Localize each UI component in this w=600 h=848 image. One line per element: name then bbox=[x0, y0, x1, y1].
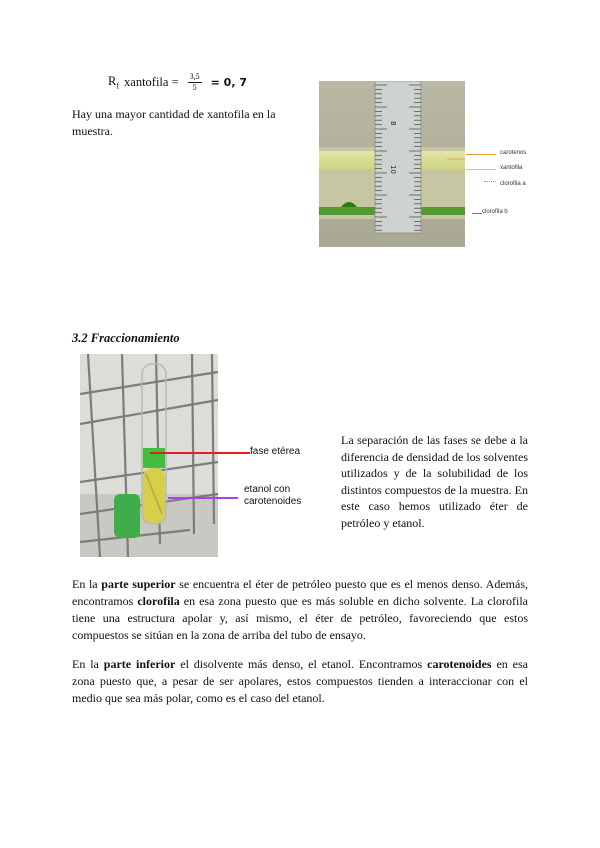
label-etanol-line2: carotenoides bbox=[244, 496, 302, 507]
formula-denominator: 5 bbox=[192, 83, 197, 92]
arrow-fase-eterea bbox=[150, 452, 250, 454]
paragraph-xantofila: Hay una mayor cantidad de xantofila en la muestra. bbox=[72, 107, 276, 138]
chromatography-photo bbox=[319, 81, 465, 247]
label-etanol-line1: etanol con bbox=[244, 484, 291, 495]
svg-text:8: 8 bbox=[389, 121, 397, 126]
formula-numerator: 3,5 bbox=[189, 72, 200, 81]
bold-parte-superior: parte superior bbox=[101, 577, 176, 591]
paragraph-parte-superior: En la parte superior se encuentra el éter de petróleo puesto que es el menos denso. Además, encontramos clorofila en esa zona puesto que es más soluble en dicho solvente. La clorofila tiene una estructura apolar y, así mismo, el éter de petróleo, favoreciendo que estos compuestos se sitúan en la zona de arriba del tubo de ensayo. bbox=[72, 577, 529, 642]
section-heading: 3.2 Fraccionamiento bbox=[72, 331, 180, 345]
arrow-etanol bbox=[168, 497, 238, 499]
paragraph-parte-inferior: En la parte inferior el disolvente más denso, el etanol. Encontramos carotenoides en esa zona puesto que, a pesar de ser apolares, estos compuestos tienden a interaccionar con el medio que sea más polar, como es el caso del etanol. bbox=[72, 657, 529, 705]
formula-pigment: xantofila = bbox=[124, 75, 179, 89]
tube-upper-phase bbox=[143, 448, 165, 468]
label-carotenos: carotenos bbox=[500, 150, 527, 156]
paragraph-separacion: La separación de las fases se debe a la diferencia de densidad de los solventes utilizados y de la solubilidad de los distintos compuestos de la muestra. En este caso hemos utilizado éter de petróleo y etanol. bbox=[341, 433, 528, 530]
ruler bbox=[375, 81, 421, 233]
bold-parte-inferior: parte inferior bbox=[103, 657, 176, 671]
label-etanol bbox=[244, 484, 301, 508]
bold-carotenoides: carotenoides bbox=[427, 657, 492, 671]
svg-text:10: 10 bbox=[389, 165, 397, 174]
bold-clorofila: clorofila bbox=[137, 594, 180, 608]
formula-fraction bbox=[188, 72, 202, 93]
chromatography-label-group bbox=[466, 150, 526, 220]
rf-formula bbox=[108, 72, 247, 93]
formula-lhs: $R_f$ bbox=[108, 74, 120, 91]
label-clorofila-a: clorofila a bbox=[500, 181, 526, 187]
label-clorofila-b: clorofila b bbox=[482, 209, 508, 215]
test-tube-photo bbox=[80, 354, 218, 557]
formula-result: = 0, 7 bbox=[210, 76, 247, 89]
label-xantofila: xantofila bbox=[500, 165, 523, 171]
label-fase-eterea: fase etérea bbox=[250, 446, 301, 457]
